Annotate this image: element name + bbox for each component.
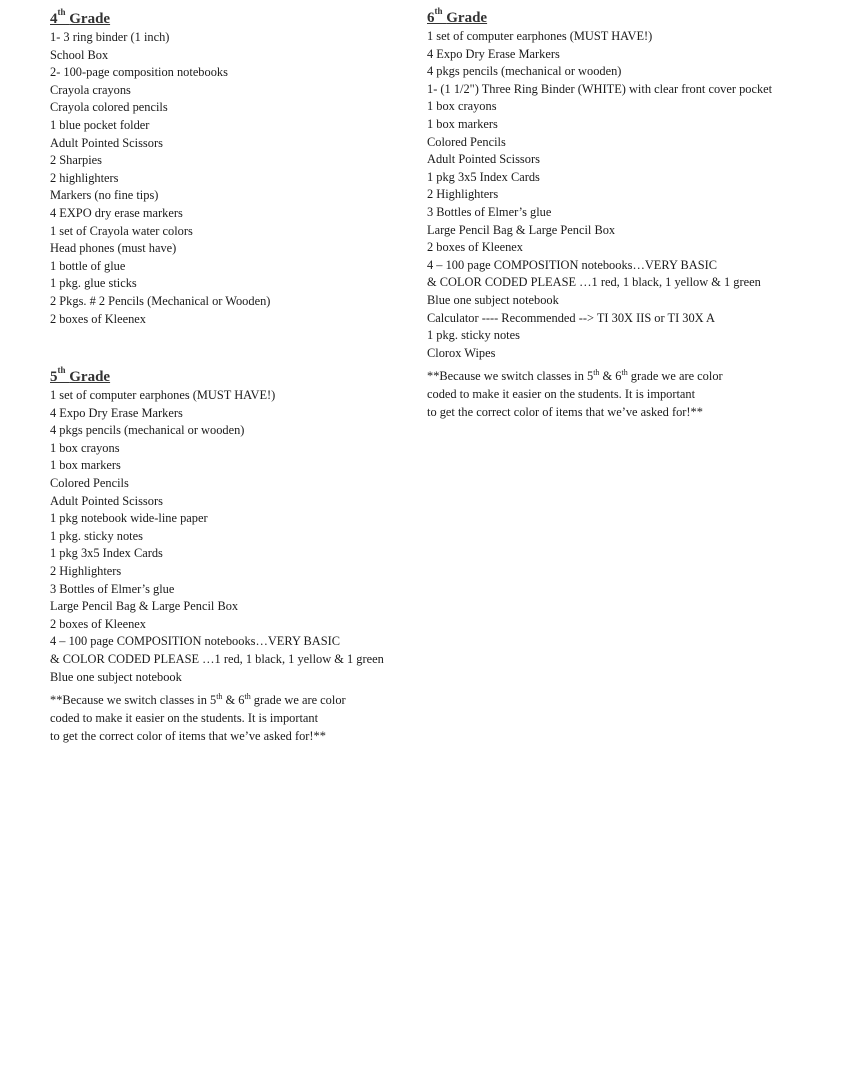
grade4-supply-item: 1 pkg. glue sticks [50, 276, 137, 291]
grade5-supply-item: 2 boxes of Kleenex [50, 616, 146, 631]
grade5-color-note [50, 688, 384, 745]
grade5-supply-item: Colored Pencils [50, 475, 129, 490]
grade4-supply-item: 1 set of Crayola water colors [50, 223, 193, 238]
grade4-supply-item: 4 EXPO dry erase markers [50, 205, 183, 220]
grade6-note-text: grade we are color [627, 369, 723, 384]
grade4-supply-list [50, 29, 270, 328]
grade6-supply-item: 4 Expo Dry Erase Markers [427, 46, 560, 61]
grade6-section [427, 5, 772, 421]
grade6-supply-item: Blue one subject notebook [427, 292, 559, 307]
grade5-section [50, 364, 384, 745]
grade6-supply-item: Adult Pointed Scissors [427, 152, 540, 167]
grade6-heading-number: 6 [427, 10, 435, 26]
grade5-supply-item: 4 Expo Dry Erase Markers [50, 405, 183, 420]
grade4-section [50, 6, 270, 328]
grade6-supply-item: 3 Bottles of Elmer’s glue [427, 204, 552, 219]
grade5-supply-item: 1 pkg notebook wide-line paper [50, 511, 208, 526]
grade4-supply-item: 2 boxes of Kleenex [50, 311, 146, 326]
grade4-heading-number: 4 [50, 11, 58, 27]
grade6-supply-item: 2 Highlighters [427, 187, 499, 202]
grade5-note-text: & 6 [222, 693, 245, 708]
grade4-supply-item: 2 highlighters [50, 170, 119, 185]
grade4-supply-item: 2 Pkgs. # 2 Pencils (Mechanical or Wooden) [50, 293, 271, 308]
grade6-supply-item: 1 box crayons [427, 99, 497, 114]
grade5-note-line1 [50, 688, 384, 709]
grade5-note-text: grade we are color [250, 693, 346, 708]
grade6-supply-item: 1 box markers [427, 116, 498, 131]
grade6-note-line2: coded to make it easier on the students. It is important [427, 387, 696, 402]
grade6-supply-item: 2 boxes of Kleenex [427, 240, 523, 255]
grade6-heading-word: Grade [446, 10, 488, 26]
grade6-supply-item: 4 – 100 page COMPOSITION notebooks…VERY BASIC [427, 257, 718, 272]
grade6-note-text: & 6 [599, 369, 622, 384]
grade4-supply-item: School Box [50, 47, 109, 62]
grade6-supply-item: 1 pkg 3x5 Index Cards [427, 169, 540, 184]
grade5-heading [50, 364, 384, 385]
grade6-supply-item: & COLOR CODED PLEASE …1 red, 1 black, 1 yellow & 1 green [427, 275, 761, 290]
grade4-supply-item: 1- 3 ring binder (1 inch) [50, 30, 170, 44]
grade5-supply-item: 1 pkg 3x5 Index Cards [50, 546, 163, 561]
grade5-supply-item: 1 pkg. sticky notes [50, 528, 143, 543]
grade4-supply-item: Adult Pointed Scissors [50, 135, 163, 150]
grade5-supply-item: 4 – 100 page COMPOSITION notebooks…VERY BASIC [50, 634, 341, 649]
grade5-heading-number: 5 [50, 369, 58, 385]
grade6-supply-item: 1- (1 1/2") Three Ring Binder (WHITE) with clear front cover pocket [427, 81, 773, 96]
grade5-supply-item: 1 set of computer earphones (MUST HAVE!) [50, 388, 276, 402]
grade6-heading-suffix: th [434, 6, 443, 16]
grade5-supply-item: Adult Pointed Scissors [50, 493, 163, 508]
grade4-supply-item: Head phones (must have) [50, 241, 177, 256]
grade6-supply-item: 4 pkgs pencils (mechanical or wooden) [427, 64, 622, 79]
grade4-supply-item: Crayola crayons [50, 82, 131, 97]
grade5-heading-suffix: th [57, 365, 66, 375]
grade6-note-text: **Because we switch classes in 5 [427, 369, 594, 384]
grade6-note-sup: th [593, 368, 600, 378]
grade5-supply-list [50, 387, 384, 686]
grade5-supply-item: 1 box markers [50, 458, 121, 473]
grade5-note-line2: coded to make it easier on the students. It is important [50, 711, 319, 726]
grade6-supply-item: Calculator ---- Recommended --> TI 30X IIS or TI 30X A [427, 310, 715, 325]
grade6-supply-item: 1 pkg. sticky notes [427, 328, 520, 343]
grade5-supply-item: Large Pencil Bag & Large Pencil Box [50, 599, 239, 614]
grade5-supply-item: 2 Highlighters [50, 563, 122, 578]
grade6-supply-item: Colored Pencils [427, 134, 506, 149]
grade6-note-line3: to get the correct color of items that we’ve asked for!** [427, 405, 703, 420]
grade5-note-sup: th [244, 692, 251, 702]
grade4-supply-item: 2 Sharpies [50, 153, 102, 168]
grade4-supply-item: Markers (no fine tips) [50, 188, 159, 203]
grade6-supply-list [427, 28, 772, 362]
grade5-supply-item: 4 pkgs pencils (mechanical or wooden) [50, 423, 245, 438]
grade5-supply-item: 1 box crayons [50, 440, 120, 455]
grade5-supply-item: 3 Bottles of Elmer’s glue [50, 581, 175, 596]
grade6-note-line1 [427, 364, 772, 385]
grade6-supply-item: 1 set of computer earphones (MUST HAVE!) [427, 29, 653, 43]
grade5-heading-word: Grade [69, 369, 111, 385]
grade4-heading-word: Grade [69, 11, 111, 27]
grade5-note-text: **Because we switch classes in 5 [50, 693, 217, 708]
grade4-supply-item: 1 bottle of glue [50, 258, 126, 273]
grade4-heading-suffix: th [57, 7, 66, 17]
grade4-heading [50, 6, 270, 27]
grade5-supply-item: Blue one subject notebook [50, 669, 182, 684]
grade6-note-sup: th [621, 368, 628, 378]
grade6-color-note [427, 364, 772, 421]
grade5-note-sup: th [216, 692, 223, 702]
grade5-supply-item: & COLOR CODED PLEASE …1 red, 1 black, 1 yellow & 1 green [50, 651, 384, 666]
grade5-note-line3: to get the correct color of items that we’ve asked for!** [50, 729, 326, 744]
grade4-supply-item: 1 blue pocket folder [50, 117, 150, 132]
grade6-supply-item: Large Pencil Bag & Large Pencil Box [427, 222, 616, 237]
grade4-supply-item: Crayola colored pencils [50, 100, 168, 115]
grade6-supply-item: Clorox Wipes [427, 345, 496, 360]
grade6-heading [427, 5, 772, 26]
grade4-supply-item: 2- 100-page composition notebooks [50, 65, 228, 80]
